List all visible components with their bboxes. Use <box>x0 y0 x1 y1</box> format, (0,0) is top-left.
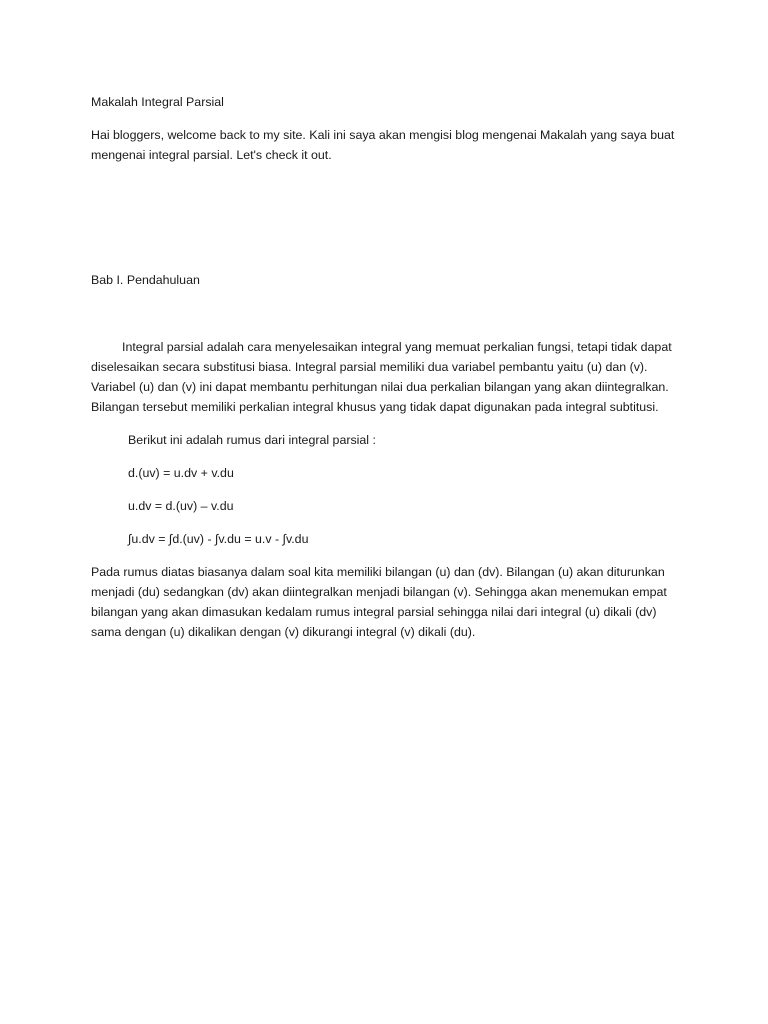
intro-paragraph: Hai bloggers, welcome back to my site. Kali ini saya akan mengisi blog mengenai Makalah yang saya buat mengenai integral parsial. Let's check it out. <box>91 128 675 162</box>
chapter-heading: Bab I. Pendahuluan <box>91 273 200 287</box>
formula-line-2: u.dv = d.(uv) – v.du <box>128 499 234 513</box>
formula-line-1: d.(uv) = u.dv + v.du <box>128 466 234 480</box>
formula-intro: Berikut ini adalah rumus dari integral parsial : <box>128 433 376 447</box>
document-title: Makalah Integral Parsial <box>91 95 224 109</box>
body-paragraph-1: Integral parsial adalah cara menyelesaikan integral yang memuat perkalian fungsi, tetapi tidak dapat diselesaikan secara substitusi biasa. Integral parsial memiliki dua variabel pembantu yaitu (u) dan (v). Variabel (u) dan (v) ini dapat membantu perhitungan nilai dua perkalian bilangan yang akan diintegralkan. Bilangan tersebut memiliki perkalian integral khusus yang tidak dapat digunakan pada integral subtitusi. <box>91 340 672 414</box>
body-paragraph-2: Pada rumus diatas biasanya dalam soal kita memiliki bilangan (u) dan (dv). Bilangan (u) akan diturunkan menjadi (du) sedangkan (dv) akan diintegralkan menjadi bilangan (v). Sehingga akan menemukan empat bilangan yang akan dimasukan kedalam rumus integral parsial sehingga nilai dari integral (u) dikali (dv) sama dengan (u) dikalikan dengan (v) dikurangi integral (v) dikali (du). <box>91 565 667 639</box>
formula-line-3: ∫u.dv = ∫d.(uv) - ∫v.du = u.v - ∫v.du <box>128 532 309 546</box>
document-body <box>91 92 681 642</box>
